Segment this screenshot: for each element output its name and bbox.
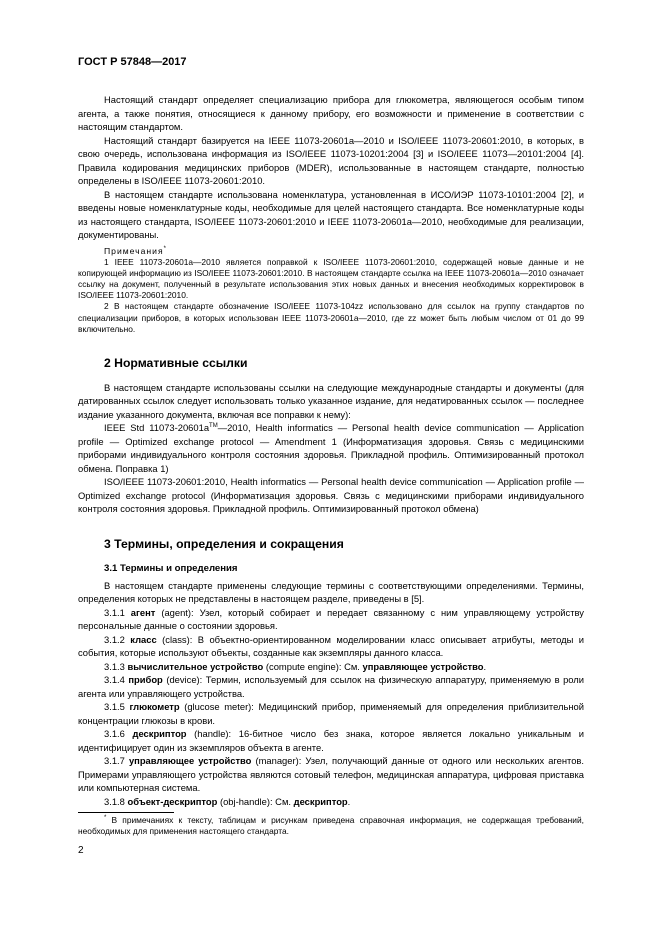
document-header: ГОСТ Р 57848—2017 bbox=[78, 56, 187, 68]
section-3-heading: 3 Термины, определения и сокращения bbox=[104, 536, 344, 551]
footnote bbox=[78, 815, 584, 837]
footnote-mark: * bbox=[104, 815, 107, 821]
term-cross-reference[interactable]: дескриптор bbox=[293, 795, 348, 807]
reference-2: ISO/IEEE 11073-20601:2010, Health informatics — Personal health device communication — Application profile — Optimized exchange protocol (Информатизация здоровья. Связь с медицинскими приборами индивидуального контроля состояния здоровья. Прикладной профиль. Оптимизированный протокол обмена) bbox=[78, 476, 584, 515]
term-definition bbox=[78, 673, 584, 700]
note-1: 1 IEEE 11073-20601a—2010 является поправкой к ISO/IEEE 11073-20601:2010, содержащей новые данные и не копирующей информацию из ISO/IEEE 11073-20601:2010. В настоящем стандарте ссылка на IEEE 11073-20601a—2010 означает ссылку на документ, полученный в результате использования этих новых данных и внесения необходимых корректировок в ISO/IEEE 11073-20601:2010. bbox=[78, 256, 584, 301]
term-number: 3.1.3 bbox=[104, 660, 125, 672]
term-definition bbox=[78, 754, 584, 795]
notes-heading bbox=[78, 245, 584, 257]
term-text: (glucose meter): Медицинский прибор, применяемый для определения приблизительной концентрации глюкозы в крови. bbox=[78, 701, 584, 726]
reference-1-id: IEEE Std 11073-20601a bbox=[104, 422, 210, 434]
term-text: (device): Термин, используемый для ссылок на физическую аппаратуру, применяемую в роли агента или управляющего устройства. bbox=[78, 674, 585, 699]
term-name: глюкометр bbox=[129, 701, 180, 713]
term-definition bbox=[78, 606, 584, 633]
term-number: 3.1.2 bbox=[104, 633, 125, 645]
term-text: (manager): Узел, получающий данные от одного или нескольких агентов. Примерами управляющего устройства являются сотовый телефон, медицинская аппаратура, цифровая приставка или компьютерная система. bbox=[78, 755, 584, 794]
intro-paragraph-2: Настоящий стандарт базируется на IEEE 11073-20601a—2010 и ISO/IEEE 11073-20601:2010, в которых, в свою очередь, использована информация из ISO/IEEE 11073-10201:2004 [3] и ISO/IEEE 11073—20101:2004 [4]. Правила кодирования медицинских приборов (MDER), использованные в настоящем стандарте, полностью определены в ISO/IEEE 11073-20601:2010. bbox=[78, 134, 584, 186]
term-name: дескриптор bbox=[132, 728, 187, 740]
term-definition bbox=[78, 633, 584, 660]
section-2-heading: 2 Нормативные ссылки bbox=[104, 355, 248, 370]
term-number: 3.1.5 bbox=[104, 701, 125, 713]
term-number: 3.1.8 bbox=[104, 795, 125, 807]
section-3-1-paragraph: В настоящем стандарте применены следующие термины с соответствующими определениями. Термины, определения которых не представлены в настоящем разделе, приведены в [5]. bbox=[78, 579, 584, 605]
term-number: 3.1.1 bbox=[104, 606, 125, 618]
note-2: 2 В настоящем стандарте обозначение ISO/IEEE 11073-104zz использовано для ссылок на группу стандартов по специализации приборов, в которых использован IEEE 11073-20601a—2010, где zz может быть любым числом от 01 до 99 включительно. bbox=[78, 301, 584, 334]
reference-1 bbox=[78, 421, 584, 475]
term-definition bbox=[78, 660, 584, 674]
term-definition bbox=[78, 700, 584, 727]
term-text: (obj-handle): См. bbox=[217, 795, 294, 807]
page-number: 2 bbox=[78, 845, 84, 856]
term-definition bbox=[78, 795, 584, 809]
term-cross-reference[interactable]: управляющее устройство bbox=[362, 660, 484, 672]
term-end: . bbox=[483, 660, 487, 672]
term-definition bbox=[78, 727, 584, 754]
term-name: прибор bbox=[128, 674, 163, 686]
term-text: (agent): Узел, который собирает и передает связанному с ним управляющему устройству персональные данные о состоянии здоровья. bbox=[78, 606, 584, 632]
notes-footnote-mark[interactable]: * bbox=[163, 245, 167, 252]
term-name: класс bbox=[130, 633, 157, 645]
footnote-separator bbox=[78, 812, 174, 813]
section-2-paragraph: В настоящем стандарте использованы ссылки на следующие международные стандарты и документы (для датированных ссылок следует использовать только указанное издание, для недатированных ссылок — последнее издание указанного документа, включая все поправки к нему): bbox=[78, 381, 584, 420]
intro-paragraph-3: В настоящем стандарте использована номенклатура, установленная в ИСО/ИЭР 11073-10101:2004 [2], и введены новые номенклатурные коды, необходимые для целей настоящего стандарта. Все номенклатурные коды из настоящего стандарта, ISO/IEEE 11073-20601:2010 и IEEE 11073-20601a—2010, необходимые для реализации, документированы. bbox=[78, 188, 584, 240]
term-number: 3.1.7 bbox=[104, 755, 125, 767]
page-body bbox=[78, 93, 584, 808]
term-number: 3.1.4 bbox=[104, 674, 125, 686]
term-text: (handle): 16-битное число без знака, которое является локально уникальным и идентифицирует один из экземпляров объекта в агенте. bbox=[78, 728, 584, 753]
intro-paragraph-1: Настоящий стандарт определяет специализацию прибора для глюкометра, являющегося особым типом агента, а также понятия, относящиеся к данному прибору, его возможности и применение в соответствии с настоящим стандартом. bbox=[78, 94, 584, 132]
term-text: (compute engine): См. bbox=[263, 660, 363, 672]
footnote-text: В примечаниях к тексту, таблицам и рисункам приведена справочная информация, не содержащая требований, необходимых для применения настоящего стандарта. bbox=[78, 815, 584, 837]
term-name: объект-дескриптор bbox=[127, 795, 218, 807]
notes-title: Примечания bbox=[104, 245, 164, 256]
term-name: управляющее устройство bbox=[128, 755, 252, 767]
term-number: 3.1.6 bbox=[104, 728, 125, 740]
term-name: вычислительное устройство bbox=[127, 660, 264, 672]
term-text: (class): В объектно-ориентированном моделировании класс описывает атрибуты, методы и события, которые используют объекты, созданные как экземпляры данного класса. bbox=[78, 633, 584, 659]
term-end: . bbox=[347, 795, 351, 807]
subsection-3-1-heading: 3.1 Термины и определения bbox=[104, 562, 238, 574]
term-name: агент bbox=[130, 606, 156, 618]
trademark-mark: TM bbox=[209, 423, 218, 430]
reference-1-title: —2010, Health informatics — Personal health device communication — Application profile — Optimized exchange protocol — Amendment 1 (Информатизация здоровья. Связь с медицинскими приборами индивидуального контроля состояния здоровья. Прикладной профиль. Оптимизированный протокол обмена. Поправка 1) bbox=[78, 422, 584, 474]
